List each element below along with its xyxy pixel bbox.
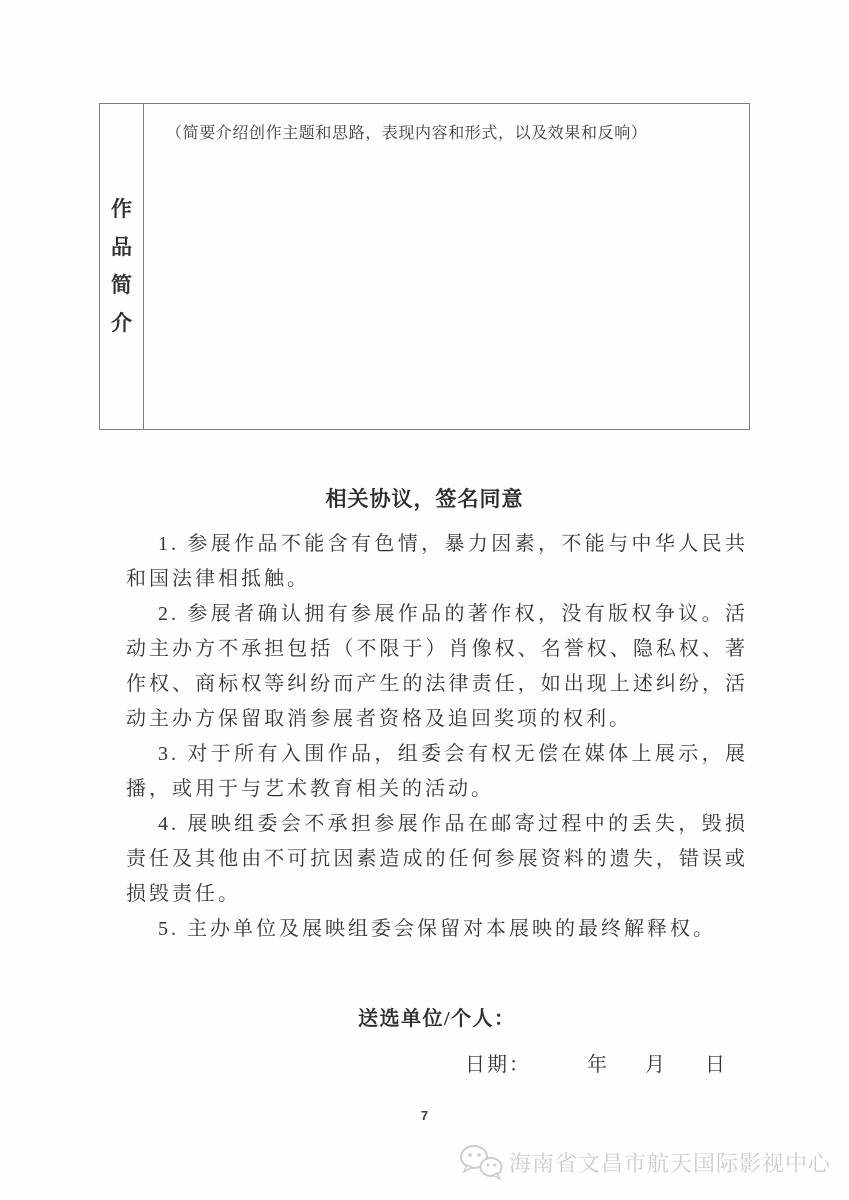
- work-intro-hint: （简要介绍创作主题和思路，表现内容和形式，以及效果和反响）: [166, 125, 648, 142]
- date-label: 日期：: [465, 1054, 531, 1076]
- label-char: 简: [111, 273, 132, 297]
- agreement-clause-5: 5. 主办单位及展映组委会保留对本展映的最终解释权。: [158, 918, 716, 940]
- agreement-clause-4: 4. 展映组委会不承担参展作品在邮寄过程中的丢失，毁损责任及其他由不可抗因素造成的任何参展资料的遗失，错误或损毁责任。: [126, 813, 748, 905]
- label-char: 品: [111, 235, 132, 259]
- day-label: 日: [705, 1054, 727, 1076]
- year-label: 年: [587, 1054, 609, 1076]
- agreement-title: 相关协议，签名同意: [325, 487, 524, 511]
- work-intro-table: [99, 103, 750, 430]
- label-char: 介: [111, 311, 132, 335]
- watermark: [458, 1142, 831, 1182]
- work-intro-input-area: [144, 104, 749, 429]
- agreement-clause-1: 1. 参展作品不能含有色情，暴力因素，不能与中华人民共和国法律相抵触。: [126, 533, 748, 590]
- agreement-clause-2: 2. 参展者确认拥有参展作品的著作权，没有版权争议。活动主办方不承担包括（不限于）肖像权、名誉权、隐私权、著作权、商标权等纠纷而产生的法律责任，如出现上述纠纷，活动主办方保留取消参展者资格及追回奖项的权利。: [126, 603, 748, 730]
- agreement-body: [126, 527, 748, 947]
- label-char: 作: [111, 197, 132, 221]
- work-intro-row-label: [100, 104, 144, 429]
- agreement-clause-3: 3. 对于所有入围作品，组委会有权无偿在媒体上展示，展播，或用于与艺术教育相关的活动。: [126, 743, 748, 800]
- date-line: [465, 1048, 727, 1077]
- watermark-text: 海南省文昌市航天国际影视中心: [508, 1150, 831, 1176]
- wechat-logo-icon: [458, 1142, 504, 1182]
- submitting-unit-label: 送选单位/个人：: [358, 1008, 516, 1030]
- month-label: 月: [645, 1054, 667, 1076]
- page-number: 7: [420, 1108, 429, 1123]
